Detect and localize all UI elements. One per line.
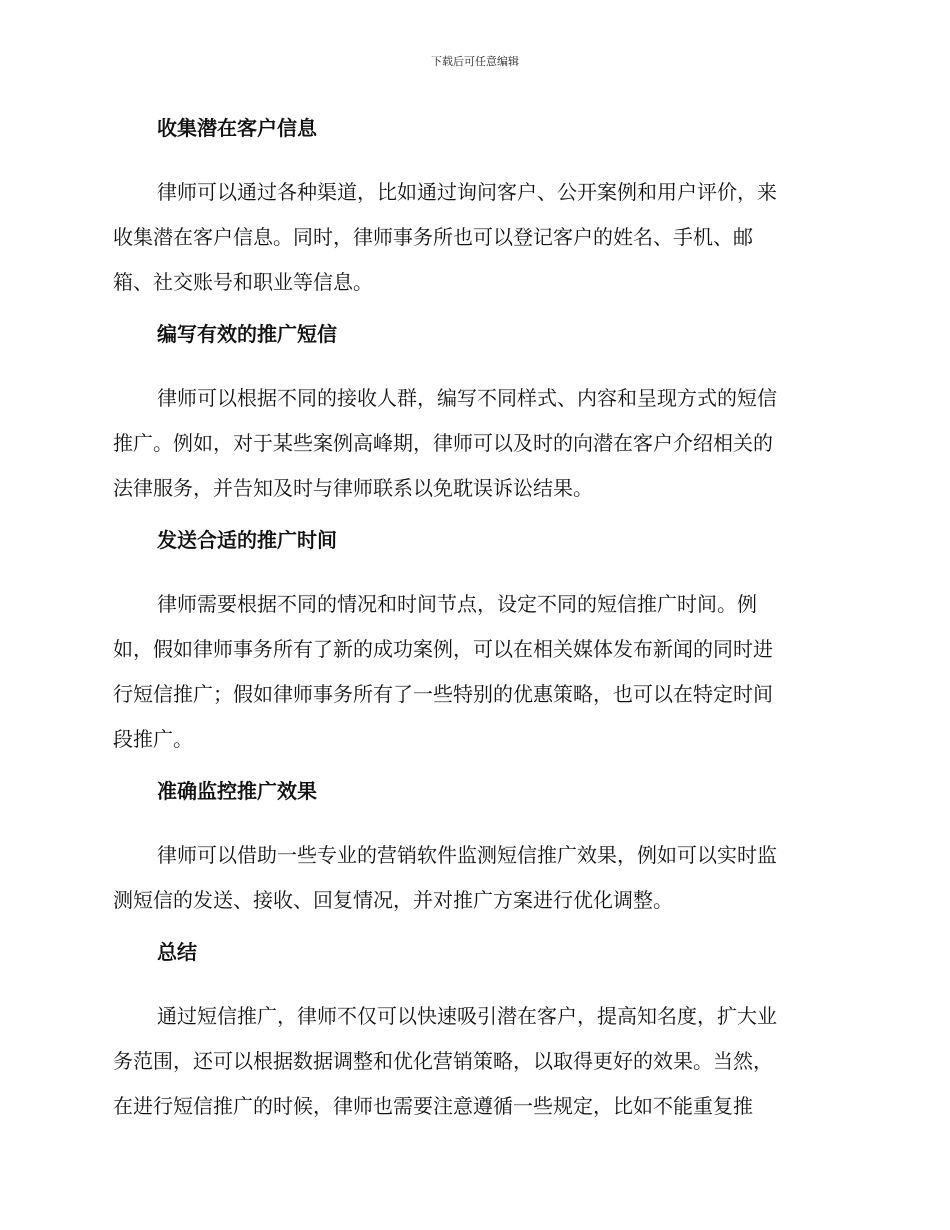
- paragraph-line: 如，假如律师事务所有了新的成功案例，可以在相关媒体发布新闻的同时进: [113, 637, 773, 661]
- paragraph-line: 律师可以借助一些专业的营销软件监测短信推广效果，例如可以实时监: [157, 843, 777, 867]
- paragraph-line: 在进行短信推广的时候，律师也需要注意遵循一些规定，比如不能重复推: [113, 1094, 753, 1118]
- paragraph-line: 律师可以通过各种渠道，比如通过询问客户、公开案例和用户评价，来: [157, 180, 777, 204]
- paragraph-line: 法律服务，并告知及时与律师联系以免耽误诉讼结果。: [113, 476, 593, 500]
- paragraph-line: 收集潜在客户信息。同时，律师事务所也可以登记客户的姓名、手机、邮: [113, 225, 753, 249]
- paragraph-line: 通过短信推广，律师不仅可以快速吸引潜在客户，提高知名度，扩大业: [157, 1004, 777, 1028]
- paragraph-line: 行短信推广；假如律师事务所有了一些特别的优惠策略，也可以在特定时间: [113, 682, 773, 706]
- paragraph: [113, 376, 831, 511]
- section-heading: 编写有效的推广短信: [157, 322, 337, 346]
- paragraph: [113, 170, 831, 305]
- paragraph-line: 推广。例如，对于某些案例高峰期，律师可以及时的向潜在客户介绍相关的: [113, 431, 773, 455]
- section-heading: 发送合适的推广时间: [157, 528, 337, 552]
- section-heading: 准确监控推广效果: [157, 779, 317, 803]
- paragraph-line: 测短信的发送、接收、回复情况，并对推广方案进行优化调整。: [113, 888, 673, 912]
- paragraph: [113, 994, 831, 1129]
- paragraph-line: 箱、社交账号和职业等信息。: [113, 270, 373, 294]
- paragraph-line: 段推广。: [113, 727, 193, 751]
- section-heading: 收集潜在客户信息: [157, 116, 317, 140]
- paragraph: [113, 582, 831, 762]
- section-heading: 总结: [157, 940, 197, 964]
- paragraph-line: 务范围，还可以根据数据调整和优化营销策略，以取得更好的效果。当然，: [113, 1049, 773, 1073]
- paragraph-line: 律师需要根据不同的情况和时间节点，设定不同的短信推广时间。例: [157, 592, 757, 616]
- page-header: 下载后可任意编辑: [431, 55, 519, 68]
- paragraph-line: 律师可以根据不同的接收人群，编写不同样式、内容和呈现方式的短信: [157, 386, 777, 410]
- paragraph: [113, 833, 831, 923]
- document-body: [113, 112, 831, 1129]
